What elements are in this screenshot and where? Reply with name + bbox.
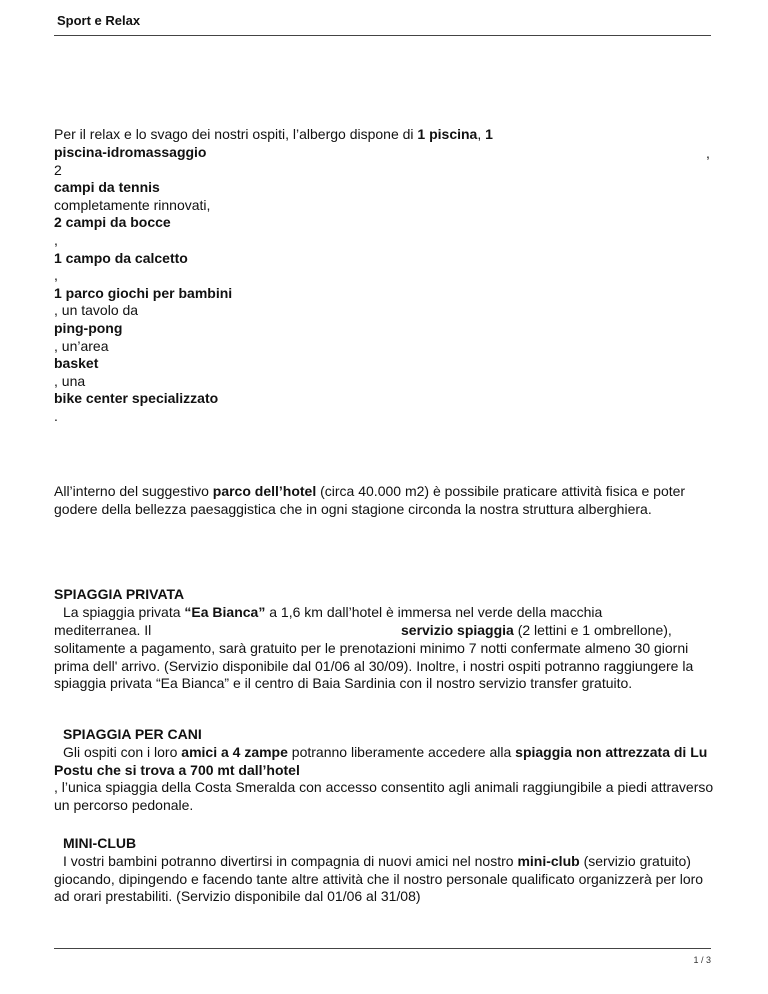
park-text: (circa 40.000 m2) è possibile praticare attività fisica e poter godere della bellezza paesaggistica che in ogni stagione circonda la nostra struttura alberghiera. (54, 483, 686, 517)
facility-line: bike center specializzato (54, 390, 219, 407)
section-title-private-beach: SPIAGGIA PRIVATA (54, 586, 185, 602)
facility-line: piscina-idromassaggio (54, 144, 207, 160)
facility-line: 2 campi da bocce (54, 214, 171, 231)
dogs-text: potranno liberamente accedere alla (287, 744, 516, 760)
park-text: All’interno del suggestivo (54, 483, 213, 499)
facility-line: 1 parco giochi per bambini (54, 284, 233, 301)
facility-line: , (54, 267, 58, 284)
facility-line: 2 (54, 161, 62, 178)
park-bold: parco dell’hotel (212, 483, 317, 499)
beach-bold-name: “Ea Bianca” (184, 604, 266, 620)
stray-comma: , (706, 145, 710, 161)
dog-beach-paragraph (54, 744, 714, 814)
section-title-miniclub: MINI-CLUB (63, 835, 137, 851)
facility-line: , un tavolo da (54, 302, 139, 319)
intro-text: , (477, 126, 486, 142)
dogs-text: , l’unica spiaggia della Costa Smeralda con accesso consentito agli animali raggiungibile a piedi attraverso un percorso pedonale. (54, 779, 714, 813)
page-header-title: Sport e Relax (57, 13, 141, 28)
intro-text: Per il relax e lo svago dei nostri ospiti, l’albergo dispone di (54, 126, 418, 142)
intro-first-line (54, 126, 493, 144)
beach-line-2-right (401, 622, 672, 640)
facility-line: campi da tennis (54, 179, 160, 196)
beach-text: (2 lettini e 1 ombrellone), (513, 622, 672, 638)
dogs-bold-beach: spiaggia non attrezzata di Lu Postu che si trova a 700 mt dall’hotel (54, 744, 708, 778)
beach-text: a 1,6 km dall’hotel è immersa nel verde della macchia (265, 604, 603, 620)
intro-bold-pool: 1 piscina (417, 126, 478, 142)
facility-line: , un’area (54, 337, 109, 354)
header-divider (54, 35, 711, 36)
beach-text: La spiaggia privata (63, 604, 185, 620)
beach-line-2-left: mediterranea. Il (54, 622, 152, 638)
park-paragraph (54, 483, 714, 518)
miniclub-text: (servizio gratuito) giocando, dipingendo e facendo tante altre attività che il nostro personale qualificato organizzerà per loro ad orari prestabiliti. (Servizio disponibile dal 01/06 al 31/08) (54, 853, 704, 905)
miniclub-paragraph (54, 853, 714, 906)
facility-line: basket (54, 355, 99, 372)
beach-bold-service: servizio spiaggia (401, 622, 514, 638)
facility-line: 1 campo da calcetto (54, 249, 188, 266)
beach-paragraph-rest: solitamente a pagamento, sarà gratuito per le prenotazioni minimo 7 notti confermate almeno 30 giorni prima dell' arrivo. (Servizio disponibile dal 01/06 al 30/09). Inoltre, i nostri ospiti potranno raggiungere la spiaggia privata “Ea Bianca” e il centro di Baia Sardinia con il nostro servizio transfer gratuito. (54, 640, 694, 692)
intro-bold-number: 1 (485, 126, 493, 142)
footer-divider (54, 948, 711, 949)
facility-line: , una (54, 372, 86, 389)
miniclub-bold: mini-club (517, 853, 580, 869)
section-title-dog-beach: SPIAGGIA PER CANI (63, 726, 202, 742)
facility-line: completamente rinnovati, (54, 196, 211, 213)
facility-line: , (54, 232, 58, 248)
page-number: 1 / 3 (693, 955, 711, 965)
beach-line-1 (63, 604, 602, 622)
facility-line: ping-pong (54, 320, 123, 336)
dogs-text: Gli ospiti con i loro (63, 744, 182, 760)
miniclub-text: I vostri bambini potranno divertirsi in compagnia di nuovi amici nel nostro (63, 853, 518, 869)
dogs-bold-pets: amici a 4 zampe (181, 744, 288, 760)
facility-line: . (54, 408, 58, 424)
